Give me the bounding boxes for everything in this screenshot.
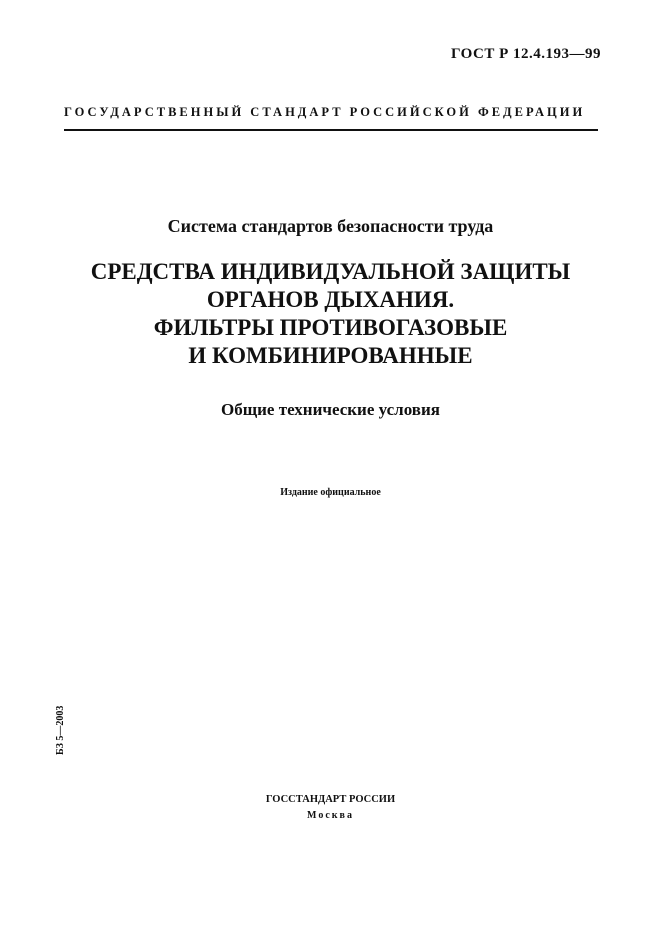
system-title: Система стандартов безопасности труда <box>167 216 494 236</box>
edition-label: Издание официальное <box>280 487 381 498</box>
main-title <box>0 258 661 370</box>
gost-number: ГОСТ Р 12.4.193—99 <box>450 46 601 62</box>
main-title-line-1: СРЕДСТВА ИНДИВИДУАЛЬНОЙ ЗАЩИТЫ <box>90 259 571 284</box>
main-title-line-3: ФИЛЬТРЫ ПРОТИВОГАЗОВЫЕ <box>153 315 508 340</box>
main-title-line-2: ОРГАНОВ ДЫХАНИЯ. <box>206 287 455 312</box>
side-code: БЗ 5—2003 <box>55 705 66 755</box>
header-divider <box>64 129 598 131</box>
publisher: ГОССТАНДАРТ РОССИИ <box>265 794 396 805</box>
state-standard-heading: ГОСУДАРСТВЕННЫЙ СТАНДАРТ РОССИЙСКОЙ ФЕДЕРАЦИИ <box>64 105 586 119</box>
main-title-line-4: И КОМБИНИРОВАННЫЕ <box>188 343 473 368</box>
city: Москва <box>307 810 354 821</box>
subtitle: Общие технические условия <box>221 400 440 419</box>
